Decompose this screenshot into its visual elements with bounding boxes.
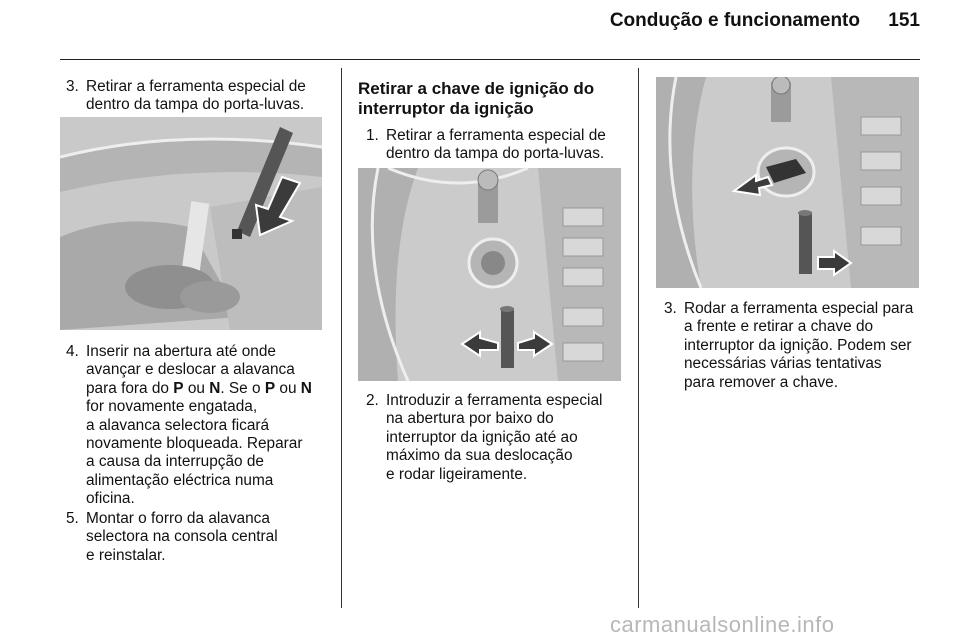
text-line: Rodar a ferramenta especial para bbox=[684, 300, 914, 317]
text-fragment: ou bbox=[275, 379, 301, 397]
page-number: 151 bbox=[888, 10, 920, 31]
heading-line: interruptor da ignição bbox=[358, 99, 534, 118]
text-line: novamente bloqueada. Reparar bbox=[86, 435, 303, 453]
text-line: oficina. bbox=[86, 490, 135, 508]
text-line: interruptor da ignição. Podem ser bbox=[684, 336, 912, 354]
text-line: a alavanca selectora ficará bbox=[86, 416, 270, 434]
text-fragment: ou bbox=[183, 379, 210, 397]
text-line: Montar o forro da alavanca bbox=[86, 510, 270, 527]
header-rule bbox=[60, 59, 920, 60]
text-line: e reinstalar. bbox=[86, 546, 166, 564]
step-number: 3. bbox=[664, 300, 677, 317]
text-line: e rodar ligeiramente. bbox=[386, 465, 528, 483]
figure-ignition-tool-insert bbox=[358, 168, 621, 381]
gear-p-label: P bbox=[264, 379, 276, 397]
text-line: Retirar a ferramenta especial de bbox=[386, 127, 606, 144]
step-number: 2. bbox=[366, 392, 379, 409]
text-line: a frente e retirar a chave do bbox=[684, 318, 874, 336]
text-line: dentro da tampa do porta-luvas. bbox=[386, 145, 605, 163]
column-divider-1 bbox=[341, 68, 342, 608]
header-title: Condução e funcionamento bbox=[609, 10, 860, 31]
gear-p-label: P bbox=[173, 379, 184, 397]
text-line: dentro da tampa do porta-luvas. bbox=[86, 96, 305, 114]
text-line: alimentação eléctrica numa bbox=[86, 471, 274, 489]
text-line: Inserir na abertura até onde bbox=[86, 343, 276, 360]
watermark: carmanualsonline.info bbox=[610, 612, 835, 637]
gear-n-label: N bbox=[300, 379, 312, 397]
text-line: Introduzir a ferramenta especial bbox=[386, 392, 603, 409]
text-fragment: para fora do bbox=[86, 379, 174, 397]
text-line: for novamente engatada, bbox=[86, 398, 258, 416]
text-line: para remover a chave. bbox=[684, 373, 838, 391]
gear-n-label: N bbox=[209, 379, 221, 397]
text-line: máximo da sua deslocação bbox=[386, 447, 573, 465]
text-line: avançar e deslocar a alavanca bbox=[86, 361, 295, 379]
text-fragment: . Se o bbox=[220, 379, 265, 397]
text-line: selectora na consola central bbox=[86, 528, 278, 546]
step-number: 3. bbox=[66, 78, 79, 95]
figure-ignition-key-remove bbox=[656, 77, 919, 288]
text-line: Retirar a ferramenta especial de bbox=[86, 78, 306, 95]
step-number: 4. bbox=[66, 343, 79, 360]
step-number: 1. bbox=[366, 127, 379, 144]
text-line: na abertura por baixo do bbox=[386, 410, 554, 428]
column-divider-2 bbox=[638, 68, 639, 608]
text-line: a causa da interrupção de bbox=[86, 453, 264, 471]
text-line: interruptor da ignição até ao bbox=[386, 428, 578, 446]
text-line: necessárias várias tentativas bbox=[684, 355, 882, 373]
figure-gear-lever bbox=[60, 117, 322, 330]
text-line bbox=[86, 380, 312, 398]
heading-line: Retirar a chave de ignição do bbox=[358, 79, 595, 98]
step-number: 5. bbox=[66, 510, 79, 527]
section-heading bbox=[358, 79, 638, 119]
